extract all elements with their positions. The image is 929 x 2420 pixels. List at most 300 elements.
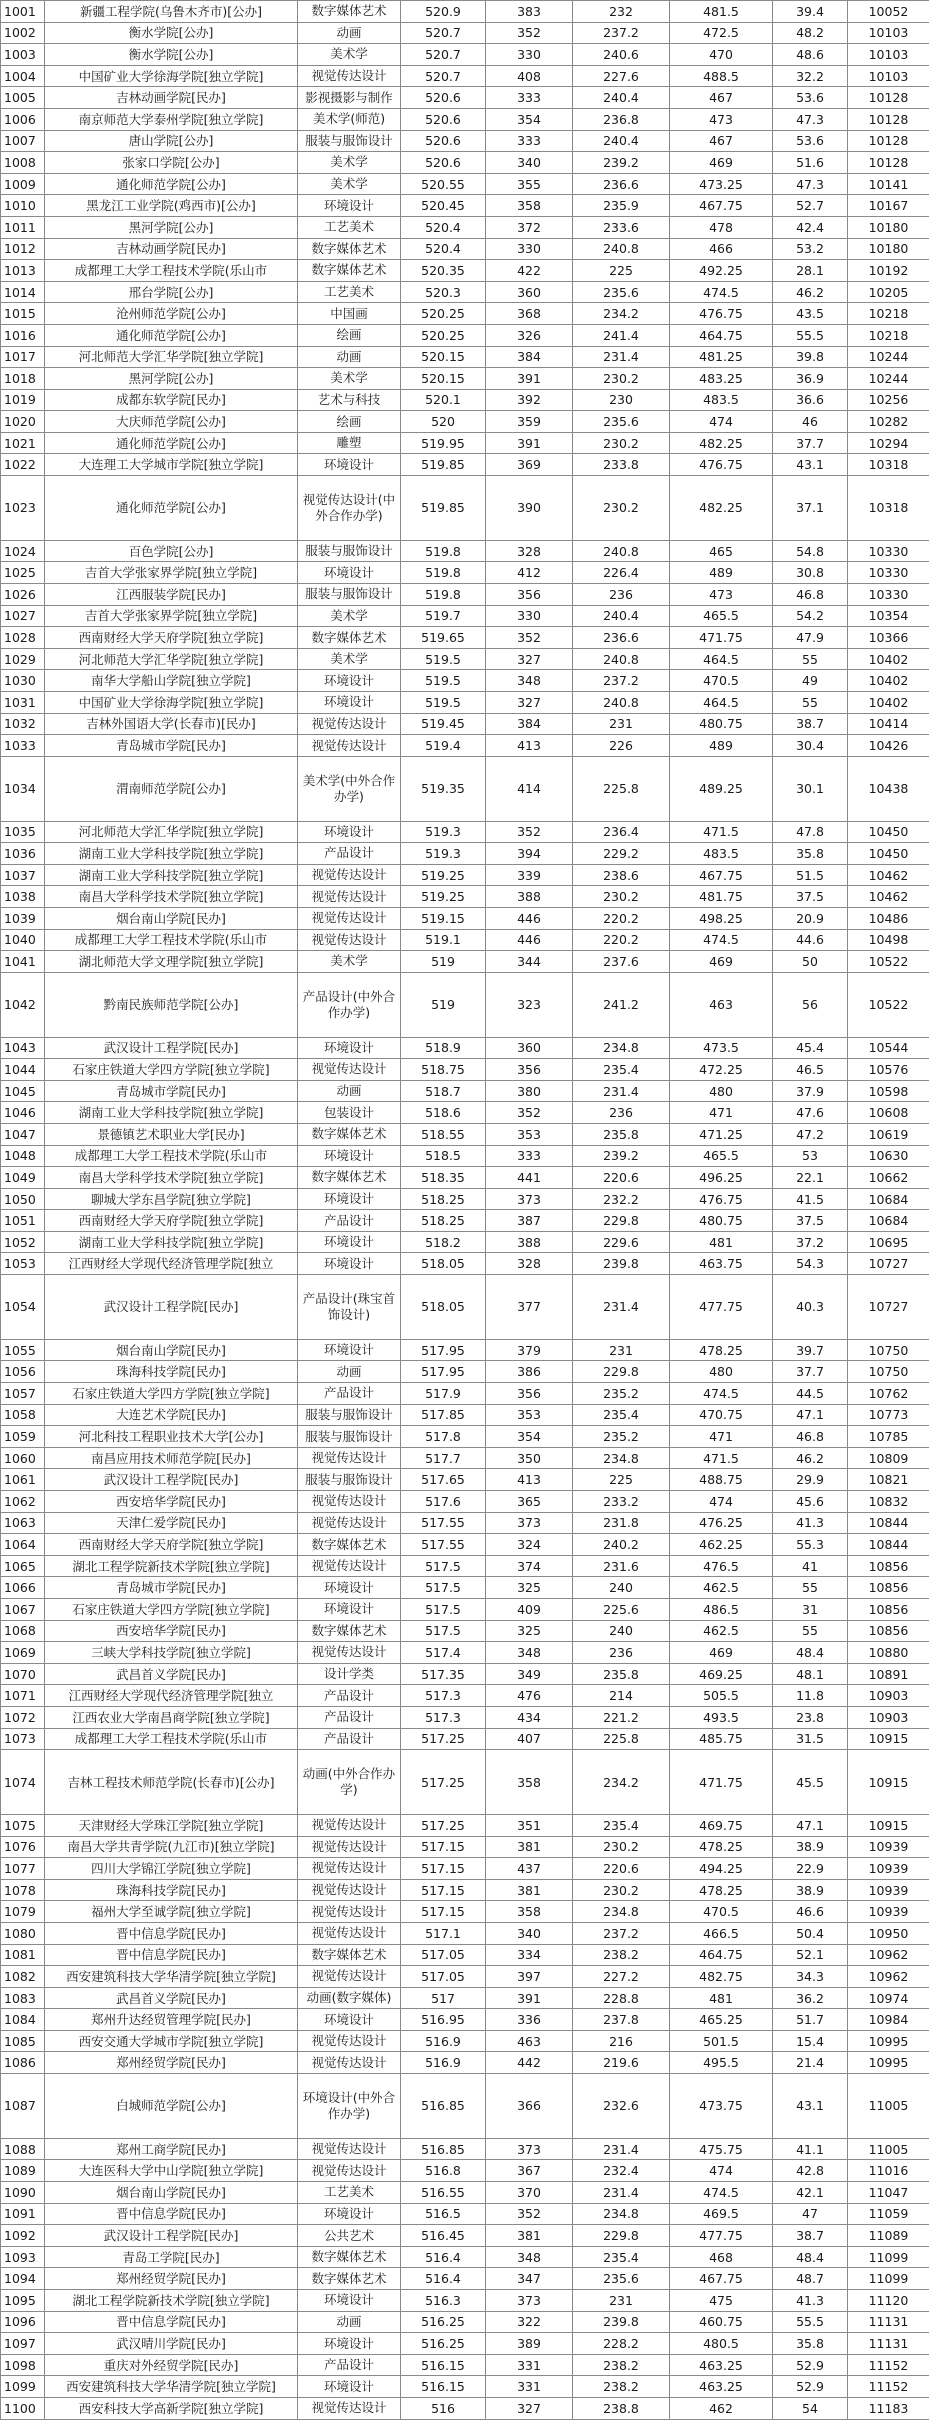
row-id-cell: 1095 [1,2290,45,2312]
rank-cell: 333 [486,130,573,152]
major-name-cell: 视觉传达设计 [298,2160,401,2182]
major-name-cell: 数字媒体艺术 [298,1534,401,1556]
rank-cell: 350 [486,1447,573,1469]
row-id-cell: 1036 [1,843,45,865]
table-row [1,692,929,714]
major-name-cell: 视觉传达设计 [298,2398,401,2420]
rank-cell: 437 [486,1858,573,1880]
value-b-cell: 478 [670,216,773,238]
row-id-cell: 1006 [1,108,45,130]
position-cell: 10684 [848,1210,929,1232]
value-b-cell: 482.25 [670,432,773,454]
rank-cell: 373 [486,2290,573,2312]
school-name-cell: 青岛城市学院[民办] [45,1577,298,1599]
value-b-cell: 471.25 [670,1123,773,1145]
table-row [1,2030,929,2052]
rank-cell: 446 [486,929,573,951]
value-b-cell: 467.75 [670,864,773,886]
rank-cell: 372 [486,216,573,238]
value-a-cell: 225 [573,260,670,282]
major-name-cell: 服装与服饰设计 [298,584,401,606]
row-id-cell: 1007 [1,130,45,152]
rank-cell: 422 [486,260,573,282]
value-c-cell: 52.1 [773,1944,848,1966]
value-b-cell: 489 [670,735,773,757]
position-cell: 10576 [848,1059,929,1081]
rank-cell: 369 [486,454,573,476]
school-name-cell: 河北师范大学汇华学院[独立学院] [45,821,298,843]
row-id-cell: 1088 [1,2138,45,2160]
row-id-cell: 1065 [1,1555,45,1577]
score-cell: 517.05 [401,1944,486,1966]
row-id-cell: 1077 [1,1858,45,1880]
rank-cell: 352 [486,627,573,649]
row-id-cell: 1024 [1,540,45,562]
row-id-cell: 1097 [1,2333,45,2355]
score-cell: 518.25 [401,1210,486,1232]
value-a-cell: 235.6 [573,411,670,433]
position-cell: 10205 [848,281,929,303]
table-row [1,1,929,23]
table-row [1,1361,929,1383]
rank-cell: 434 [486,1706,573,1728]
value-c-cell: 54.3 [773,1253,848,1275]
school-name-cell: 通化师范学院[公办] [45,476,298,541]
value-b-cell: 481 [670,1987,773,2009]
rank-cell: 381 [486,2225,573,2247]
score-cell: 516.4 [401,2268,486,2290]
score-cell: 517.55 [401,1512,486,1534]
table-row [1,1858,929,1880]
value-c-cell: 55.3 [773,1534,848,1556]
position-cell: 10984 [848,2009,929,2031]
row-id-cell: 1048 [1,1145,45,1167]
rank-cell: 384 [486,713,573,735]
value-a-cell: 225.8 [573,1728,670,1750]
major-name-cell: 设计学类 [298,1663,401,1685]
major-name-cell: 环境设计 [298,2333,401,2355]
table-row [1,1987,929,2009]
value-b-cell: 466.5 [670,1922,773,1944]
value-b-cell: 465.25 [670,2009,773,2031]
rank-cell: 391 [486,1987,573,2009]
value-a-cell: 240.4 [573,130,670,152]
value-b-cell: 467.75 [670,2268,773,2290]
rank-cell: 348 [486,1642,573,1664]
table-row [1,152,929,174]
table-row [1,173,929,195]
score-cell: 517.25 [401,1728,486,1750]
position-cell: 10330 [848,540,929,562]
school-name-cell: 郑州经贸学院[民办] [45,2268,298,2290]
school-name-cell: 黑河学院[公办] [45,368,298,390]
value-b-cell: 464.5 [670,692,773,714]
row-id-cell: 1004 [1,65,45,87]
value-a-cell: 236.4 [573,821,670,843]
score-cell: 516.8 [401,2160,486,2182]
rank-cell: 377 [486,1275,573,1340]
rank-cell: 379 [486,1339,573,1361]
table-row [1,195,929,217]
school-name-cell: 大连艺术学院[民办] [45,1404,298,1426]
position-cell: 10402 [848,648,929,670]
row-id-cell: 1026 [1,584,45,606]
school-name-cell: 通化师范学院[公办] [45,432,298,454]
value-a-cell: 240.8 [573,648,670,670]
major-name-cell: 数字媒体艺术 [298,1,401,23]
row-id-cell: 1021 [1,432,45,454]
rank-cell: 374 [486,1555,573,1577]
position-cell: 10244 [848,346,929,368]
value-b-cell: 470 [670,44,773,66]
position-cell: 10366 [848,627,929,649]
major-name-cell: 环境设计 [298,821,401,843]
value-c-cell: 50.4 [773,1922,848,1944]
value-a-cell: 239.2 [573,1145,670,1167]
value-a-cell: 234.2 [573,1750,670,1815]
rank-cell: 365 [486,1491,573,1513]
row-id-cell: 1057 [1,1383,45,1405]
value-b-cell: 472.5 [670,22,773,44]
position-cell: 10128 [848,87,929,109]
school-name-cell: 青岛工学院[民办] [45,2246,298,2268]
rank-cell: 359 [486,411,573,433]
score-cell: 517.85 [401,1404,486,1426]
table-row [1,1577,929,1599]
major-name-cell: 视觉传达设计 [298,713,401,735]
table-row [1,1620,929,1642]
row-id-cell: 1046 [1,1102,45,1124]
position-cell: 10103 [848,65,929,87]
rank-cell: 388 [486,886,573,908]
rank-cell: 360 [486,1037,573,1059]
table-row [1,1469,929,1491]
row-id-cell: 1035 [1,821,45,843]
rank-cell: 325 [486,1620,573,1642]
major-name-cell: 动画(中外合作办学) [298,1750,401,1815]
table-row [1,1944,929,1966]
row-id-cell: 1055 [1,1339,45,1361]
rank-cell: 326 [486,324,573,346]
rank-cell: 413 [486,1469,573,1491]
position-cell: 10414 [848,713,929,735]
table-row [1,1642,929,1664]
position-cell: 11005 [848,2074,929,2139]
school-name-cell: 江西农业大学南昌商学院[独立学院] [45,1706,298,1728]
value-a-cell: 240.8 [573,540,670,562]
value-c-cell: 46.2 [773,281,848,303]
school-name-cell: 聊城大学东昌学院[独立学院] [45,1188,298,1210]
value-b-cell: 474 [670,411,773,433]
position-cell: 10218 [848,303,929,325]
table-row [1,605,929,627]
major-name-cell: 视觉传达设计 [298,2138,401,2160]
score-cell: 519.15 [401,907,486,929]
value-c-cell: 47.6 [773,1102,848,1124]
score-cell: 518.2 [401,1231,486,1253]
score-cell: 516.25 [401,2311,486,2333]
value-a-cell: 220.6 [573,1167,670,1189]
rank-cell: 409 [486,1599,573,1621]
table-row [1,1750,929,1815]
score-cell: 518.75 [401,1059,486,1081]
major-name-cell: 产品设计 [298,2354,401,2376]
row-id-cell: 1052 [1,1231,45,1253]
row-id-cell: 1039 [1,907,45,929]
table-row [1,1167,929,1189]
rank-cell: 356 [486,584,573,606]
row-id-cell: 1064 [1,1534,45,1556]
rank-cell: 441 [486,1167,573,1189]
value-b-cell: 471 [670,1426,773,1448]
table-row [1,756,929,821]
score-cell: 516.85 [401,2074,486,2139]
school-name-cell: 西安交通大学城市学院[独立学院] [45,2030,298,2052]
position-cell: 10103 [848,44,929,66]
school-name-cell: 晋中信息学院[民办] [45,2311,298,2333]
major-name-cell: 环境设计 [298,670,401,692]
value-a-cell: 231 [573,2290,670,2312]
major-name-cell: 产品设计 [298,1706,401,1728]
score-cell: 517.6 [401,1491,486,1513]
value-a-cell: 234.2 [573,303,670,325]
score-cell: 518.7 [401,1080,486,1102]
value-a-cell: 232.6 [573,2074,670,2139]
rank-cell: 331 [486,2354,573,2376]
score-cell: 516.9 [401,2052,486,2074]
major-name-cell: 工艺美术 [298,281,401,303]
value-b-cell: 478.25 [670,1836,773,1858]
major-name-cell: 视觉传达设计 [298,1814,401,1836]
table-row [1,627,929,649]
position-cell: 11005 [848,2138,929,2160]
value-c-cell: 37.9 [773,1080,848,1102]
value-c-cell: 30.1 [773,756,848,821]
value-a-cell: 235.9 [573,195,670,217]
school-name-cell: 湖南工业大学科技学院[独立学院] [45,1231,298,1253]
value-c-cell: 29.9 [773,1469,848,1491]
score-cell: 516.25 [401,2333,486,2355]
value-c-cell: 47.2 [773,1123,848,1145]
value-b-cell: 476.75 [670,303,773,325]
position-cell: 10450 [848,821,929,843]
value-b-cell: 481.75 [670,886,773,908]
school-name-cell: 渭南师范学院[公办] [45,756,298,821]
row-id-cell: 1091 [1,2203,45,2225]
table-row [1,1447,929,1469]
value-c-cell: 41.3 [773,2290,848,2312]
rank-cell: 352 [486,1102,573,1124]
row-id-cell: 1067 [1,1599,45,1621]
rank-cell: 330 [486,605,573,627]
major-name-cell: 公共艺术 [298,2225,401,2247]
major-name-cell: 视觉传达设计 [298,1901,401,1923]
rank-cell: 384 [486,346,573,368]
table-row [1,1685,929,1707]
position-cell: 10052 [848,1,929,23]
table-row [1,713,929,735]
row-id-cell: 1058 [1,1404,45,1426]
rank-cell: 358 [486,1750,573,1815]
row-id-cell: 1033 [1,735,45,757]
value-b-cell: 492.25 [670,260,773,282]
value-c-cell: 37.5 [773,886,848,908]
major-name-cell: 绘画 [298,411,401,433]
row-id-cell: 1001 [1,1,45,23]
table-body [1,1,929,2420]
rank-cell: 356 [486,1383,573,1405]
value-b-cell: 489 [670,562,773,584]
school-name-cell: 南京师范大学泰州学院[独立学院] [45,108,298,130]
table-row [1,368,929,390]
school-name-cell: 珠海科技学院[民办] [45,1879,298,1901]
value-b-cell: 471.75 [670,627,773,649]
table-row [1,2138,929,2160]
school-name-cell: 衡水学院[公办] [45,22,298,44]
value-a-cell: 237.2 [573,670,670,692]
value-a-cell: 238.2 [573,2354,670,2376]
major-name-cell: 环境设计 [298,692,401,714]
score-cell: 517.7 [401,1447,486,1469]
position-cell: 10809 [848,1447,929,1469]
score-cell: 519.7 [401,605,486,627]
value-a-cell: 214 [573,1685,670,1707]
table-row [1,648,929,670]
row-id-cell: 1082 [1,1966,45,1988]
school-name-cell: 成都东软学院[民办] [45,389,298,411]
value-c-cell: 55.5 [773,2311,848,2333]
value-b-cell: 465.5 [670,1145,773,1167]
table-row [1,2333,929,2355]
position-cell: 10128 [848,108,929,130]
score-cell: 520.7 [401,22,486,44]
major-name-cell: 数字媒体艺术 [298,238,401,260]
score-cell: 519.25 [401,864,486,886]
value-a-cell: 237.6 [573,951,670,973]
value-c-cell: 46.5 [773,1059,848,1081]
value-c-cell: 37.7 [773,432,848,454]
major-name-cell: 服装与服饰设计 [298,130,401,152]
rank-cell: 328 [486,1253,573,1275]
school-name-cell: 石家庄铁道大学四方学院[独立学院] [45,1059,298,1081]
row-id-cell: 1017 [1,346,45,368]
major-name-cell: 环境设计 [298,1599,401,1621]
table-row [1,1210,929,1232]
rank-cell: 327 [486,648,573,670]
major-name-cell: 动画 [298,2311,401,2333]
value-a-cell: 230.2 [573,1836,670,1858]
rank-cell: 366 [486,2074,573,2139]
position-cell: 10318 [848,454,929,476]
row-id-cell: 1009 [1,173,45,195]
school-name-cell: 吉林动画学院[民办] [45,238,298,260]
score-cell: 520.45 [401,195,486,217]
position-cell: 10856 [848,1555,929,1577]
value-a-cell: 238.8 [573,2398,670,2420]
value-a-cell: 230.2 [573,432,670,454]
major-name-cell: 环境设计 [298,2376,401,2398]
value-b-cell: 471.5 [670,1447,773,1469]
table-row [1,389,929,411]
score-cell: 518.05 [401,1253,486,1275]
score-cell: 517.15 [401,1901,486,1923]
position-cell: 10785 [848,1426,929,1448]
row-id-cell: 1045 [1,1080,45,1102]
row-id-cell: 1073 [1,1728,45,1750]
school-name-cell: 吉首大学张家界学院[独立学院] [45,605,298,627]
value-a-cell: 235.4 [573,1404,670,1426]
row-id-cell: 1069 [1,1642,45,1664]
row-id-cell: 1031 [1,692,45,714]
value-b-cell: 481 [670,1231,773,1253]
value-b-cell: 464.75 [670,1944,773,1966]
value-b-cell: 466 [670,238,773,260]
table-row [1,2074,929,2139]
major-name-cell: 产品设计 [298,843,401,865]
major-name-cell: 视觉传达设计 [298,907,401,929]
school-name-cell: 西安建筑科技大学华清学院[独立学院] [45,1966,298,1988]
major-name-cell: 环境设计 [298,2009,401,2031]
position-cell: 10522 [848,951,929,973]
row-id-cell: 1070 [1,1663,45,1685]
school-name-cell: 黑河学院[公办] [45,216,298,238]
table-row [1,1037,929,1059]
value-b-cell: 488.75 [670,1469,773,1491]
position-cell: 10962 [848,1966,929,1988]
value-b-cell: 469.75 [670,1814,773,1836]
value-b-cell: 478.25 [670,1879,773,1901]
value-a-cell: 235.2 [573,1383,670,1405]
school-name-cell: 福州大学至诚学院[独立学院] [45,1901,298,1923]
value-c-cell: 47.1 [773,1814,848,1836]
position-cell: 10486 [848,907,929,929]
major-name-cell: 视觉传达设计 [298,1879,401,1901]
value-b-cell: 473.75 [670,2074,773,2139]
table-row [1,2052,929,2074]
school-name-cell: 江西财经大学现代经济管理学院[独立 [45,1253,298,1275]
major-name-cell: 环境设计 [298,1037,401,1059]
major-name-cell: 雕塑 [298,432,401,454]
row-id-cell: 1076 [1,1836,45,1858]
value-b-cell: 469 [670,152,773,174]
position-cell: 11152 [848,2376,929,2398]
position-cell: 10950 [848,1922,929,1944]
major-name-cell: 数字媒体艺术 [298,2246,401,2268]
value-b-cell: 473.5 [670,1037,773,1059]
value-b-cell: 476.5 [670,1555,773,1577]
school-name-cell: 湖北工程学院新技术学院[独立学院] [45,1555,298,1577]
major-name-cell: 环境设计 [298,1339,401,1361]
school-name-cell: 河北师范大学汇华学院[独立学院] [45,648,298,670]
value-b-cell: 464.5 [670,648,773,670]
table-row [1,864,929,886]
major-name-cell: 环境设计 [298,454,401,476]
row-id-cell: 1063 [1,1512,45,1534]
score-cell: 520.25 [401,324,486,346]
table-row [1,1966,929,1988]
score-cell: 519.35 [401,756,486,821]
row-id-cell: 1042 [1,972,45,1037]
table-row [1,1555,929,1577]
score-cell: 518.55 [401,1123,486,1145]
value-b-cell: 470.5 [670,1901,773,1923]
score-cell: 519.85 [401,454,486,476]
major-name-cell: 包装设计 [298,1102,401,1124]
row-id-cell: 1054 [1,1275,45,1340]
major-name-cell: 视觉传达设计 [298,1555,401,1577]
value-a-cell: 234.8 [573,2203,670,2225]
rank-cell: 442 [486,2052,573,2074]
